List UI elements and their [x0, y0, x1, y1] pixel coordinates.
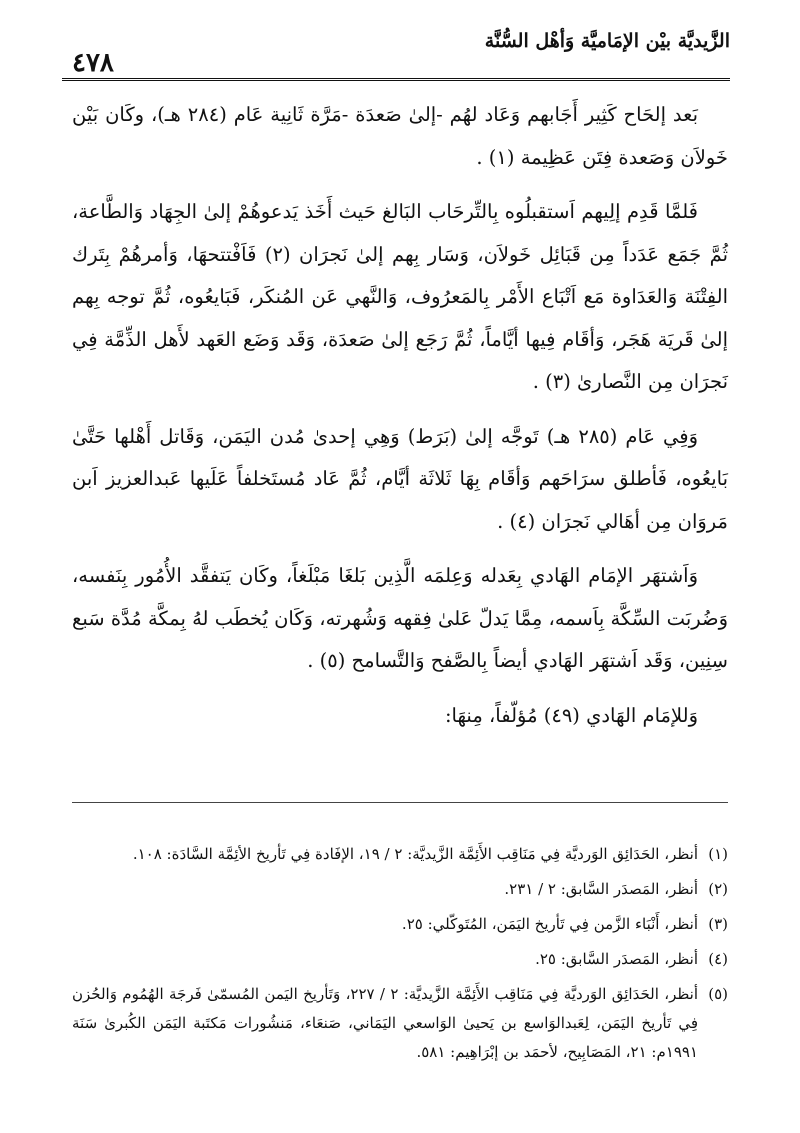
footnote: [72, 910, 728, 939]
footnote-number: (٣): [708, 915, 728, 933]
paragraph-3: وَفِي عَام (٢٨٥ هـ) تَوجَّه إلىٰ (بَرَط) وَهِي إحدىٰ مُدن اليَمَن، وَقَاتل أَهْلها حَتَّىٰ بَايعُوه، فَأطلق سرَاحَهم وَأقَام بِهَا ثَلاثَة أيَّام، ثُمَّ عَاد مُستَخلفاً عَلَيها عَبدالعزيز اَبن مَروَان مِن أهَالي نَجرَان (٤) .: [72, 424, 728, 533]
footnotes: [72, 840, 728, 1073]
paragraph-2: فَلمَّا قَدِم إلِيهم اَستقبلُوه بِالتِّرحَاب البَالغ حَيث أَخَذ يَدعوهُمْ إلىٰ الجِهَاد وَالطَّاعة، ثُمَّ جَمَع عَدَداً مِن قَبَائِل خَولاَن، وَسَار بِهم إلىٰ نَجرَان (٢) فَاَفْتتحهَا، وَأمرهُمْ بِتَرك الفِتْنَة وَالعَدَاوة مَع اَتْبَاع الأَمْر بِالمَعرُوف، وَالنَّهي عَن المُنكَر، فَبَايعُوه، ثُمَّ توجه بِهم إلىٰ قَريَة هَجَر، وَأقَام فِيها أيَّاماً، ثُمَّ رَجَع إلىٰ صَعدَة، وَقَد وَضَع العَهد لأَهل الذِّمَّة فِي نَجرَان مِن النَّصارىٰ (٣) .: [72, 200, 728, 393]
main-text: [72, 94, 728, 749]
footnote-number: (١): [708, 845, 728, 863]
footnote-text: أنظر، أَنْبَاء الزَّمن فِي تَأريخ اليَمَن، المُتَوكّلي: ٢٥.: [401, 915, 698, 933]
footnote-text: أنظر، الحَدَائِق الوَرديَّة فِي مَنَاقِب الأَئِمَّة الزَّيديَّة: ٢ / ١٩، الإفَادة فِي تَأريخ الأئِمَّة السَّادَة: ١٠٨.: [132, 845, 698, 863]
footnote-text: أنظر، الحَدَائِق الوَرديَّة فِي مَنَاقِب الأَئِمَّة الزَّيديَّة: ٢ / ٢٢٧، وَتَأريخ اليَمن المُسمّىٰ فَرجَة الهُمُوم وَالحُزن فِي تَأريخ اليَمَن، لِعَبدالوَاسع بن يَحيىٰ الوَاسعي اليَمَاني، صَنعَاء، مَنشُورات مَكتَبة اليَمَن الكُبرىٰ سَنَة ١٩٩١م: ٢١، المَصَابِيح، لأحمَد بن إبْرَاهِيم: ٥٨١.: [72, 985, 698, 1061]
footnote-text: أنظر، المَصدَر السَّابق: ٢ / ٢٣١.: [504, 880, 698, 898]
footnote-text: أنظر، المَصدَر السَّابق: ٢٥.: [535, 950, 698, 968]
header-rule: [62, 78, 730, 81]
running-title: الزَّيديَّة بيْن الإمَاميَّة وَأهْل السُّنَّة: [484, 30, 730, 52]
footnote: [72, 875, 728, 904]
footnote: [72, 980, 728, 1067]
running-header: [62, 26, 730, 84]
footnote-number: (٤): [708, 950, 728, 968]
footnote: [72, 840, 728, 869]
paragraph-4: وَاَشتهَر الإمَام الهَادي بِعَدله وَعِلمَه الَّذِين بَلغَا مَبْلَغاً، وكَان يَتفقَّد الأُمُور بِنَفسه، وَضُربَت السِّكَّة بِاَسمه، مِمَّا يَدلّ عَلىٰ فِقهه وَشُهرته، وَكَان يُخطَب لهُ بِمكَّة مُدَّة سَبع سِنِين، وَقَد اَشتهَر الهَادي أيضاً بِالصَّفح وَالتَّسامح (٥) .: [72, 564, 728, 672]
footnote-number: (٥): [708, 985, 728, 1003]
paragraph-5: وَللإمَام الهَادي (٤٩) مُؤلّفاً، مِنهَا:: [444, 703, 698, 727]
page-number: ٤٧٨: [72, 48, 114, 78]
footnote-divider: [72, 802, 728, 803]
footnote: [72, 945, 728, 974]
paragraph-1: بَعد إلحَاح كَثِير أَجَابهم وَعَاد لهُم -إلىٰ صَعدَة -مَرَّة ثَانِية عَام (٢٨٤ هـ)، وكَان بَيْن خَولاَن وَصَعدة فِتَن عَظِيمة (١) .: [72, 103, 728, 169]
footnote-number: (٢): [708, 880, 728, 898]
